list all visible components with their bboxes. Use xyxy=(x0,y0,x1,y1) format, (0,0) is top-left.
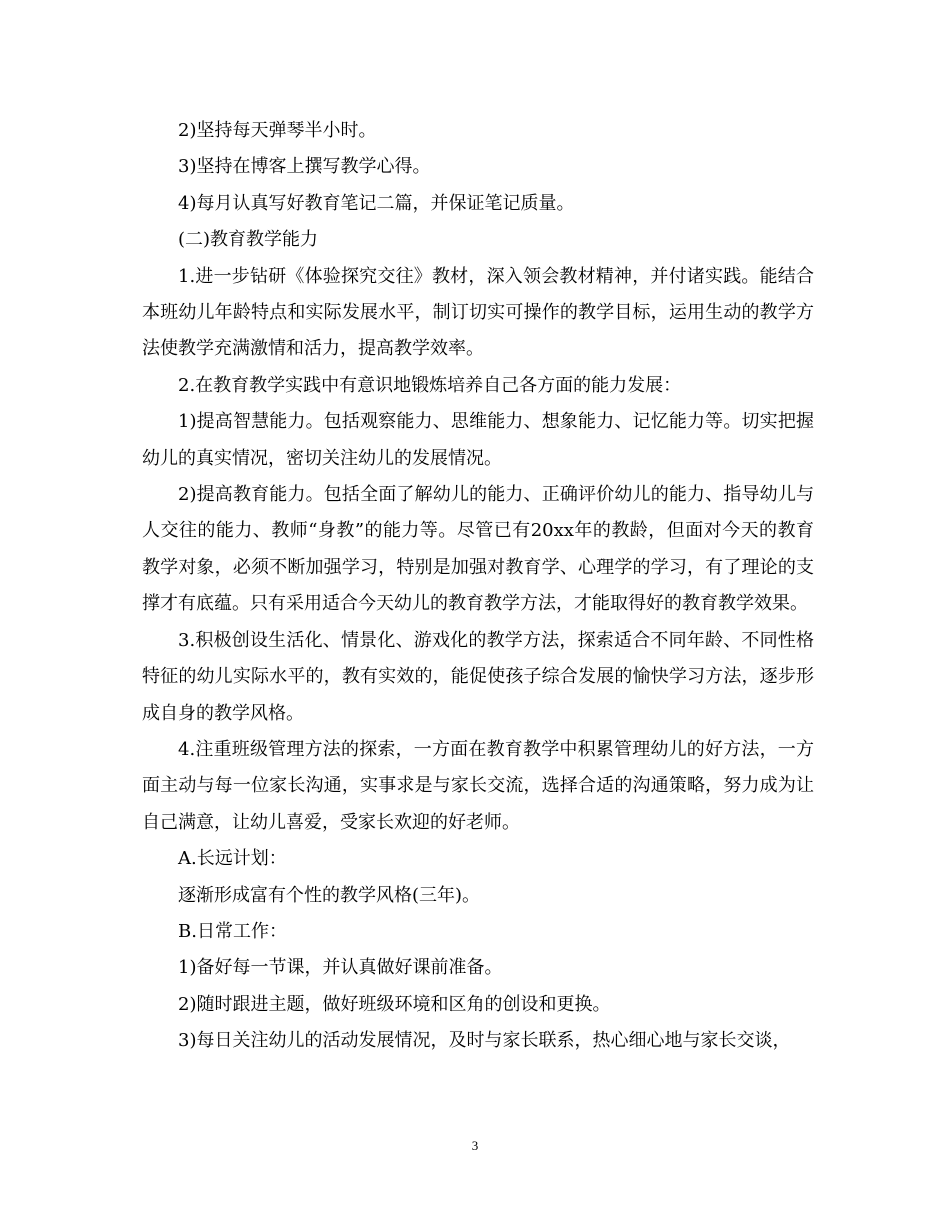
page-number: 3 xyxy=(471,1138,479,1153)
paragraph: 4)每月认真写好教育笔记二篇，并保证笔记质量。 xyxy=(178,192,575,214)
paragraph: 3)坚持在博客上撰写教学心得。 xyxy=(178,156,431,178)
section-heading: (二)教育教学能力 xyxy=(178,229,319,251)
paragraph: 1)备好每一节课，并认真做好课前准备。 xyxy=(178,957,503,979)
subheading: A.长远计划： xyxy=(178,848,287,870)
paragraph: 2)坚持每天弹琴半小时。 xyxy=(178,120,377,141)
paragraph: 2)提高教育能力。包括全面了解幼儿的能力、正确评价幼儿的能力、指导幼儿与人交往的能力、教师“身教”的能力等。尽管已有20xx年的教龄，但面对今天的教育教学对象，必须不断加强学习，特别是加强对教育学、心理学的学习，有了理论的支撑才有底蕴。只有采用适合今天幼儿的教育教学方法，才能取得好的教育教学效果。 xyxy=(142,484,814,615)
paragraph: 1.进一步钻研《体验探究交往》教材，深入领会教材精神，并付诸实践。能结合本班幼儿年龄特点和实际发展水平，制订切实可操作的教学目标，运用生动的教学方法使教学充满激情和活力，提高教学效率。 xyxy=(142,265,814,360)
paragraph: 1)提高智慧能力。包括观察能力、思维能力、想象能力、记忆能力等。切实把握幼儿的真实情况，密切关注幼儿的发展情况。 xyxy=(142,411,814,469)
body-text xyxy=(142,113,814,1060)
paragraph: 2.在教育教学实践中有意识地锻炼培养自己各方面的能力发展： xyxy=(178,374,682,396)
paragraph: 3)每日关注幼儿的活动发展情况，及时与家长联系，热心细心地与家长交谈， xyxy=(178,1030,791,1052)
paragraph: 2)随时跟进主题，做好班级环境和区角的创设和更换。 xyxy=(178,993,611,1015)
paragraph: 3.积极创设生活化、情景化、游戏化的教学方法，探索适合不同年龄、不同性格特征的幼儿实际水平的，教有实效的，能促使孩子综合发展的愉快学习方法，逐步形成自身的教学风格。 xyxy=(142,629,814,724)
paragraph: 逐渐形成富有个性的教学风格(三年)。 xyxy=(178,884,481,906)
paragraph: 4.注重班级管理方法的探索，一方面在教育教学中积累管理幼儿的好方法，一方面主动与每一位家长沟通，实事求是与家长交流，选择合适的沟通策略，努力成为让自己满意，让幼儿喜爱，受家长欢迎的好老师。 xyxy=(142,738,814,833)
subheading: B.日常工作： xyxy=(178,920,287,942)
